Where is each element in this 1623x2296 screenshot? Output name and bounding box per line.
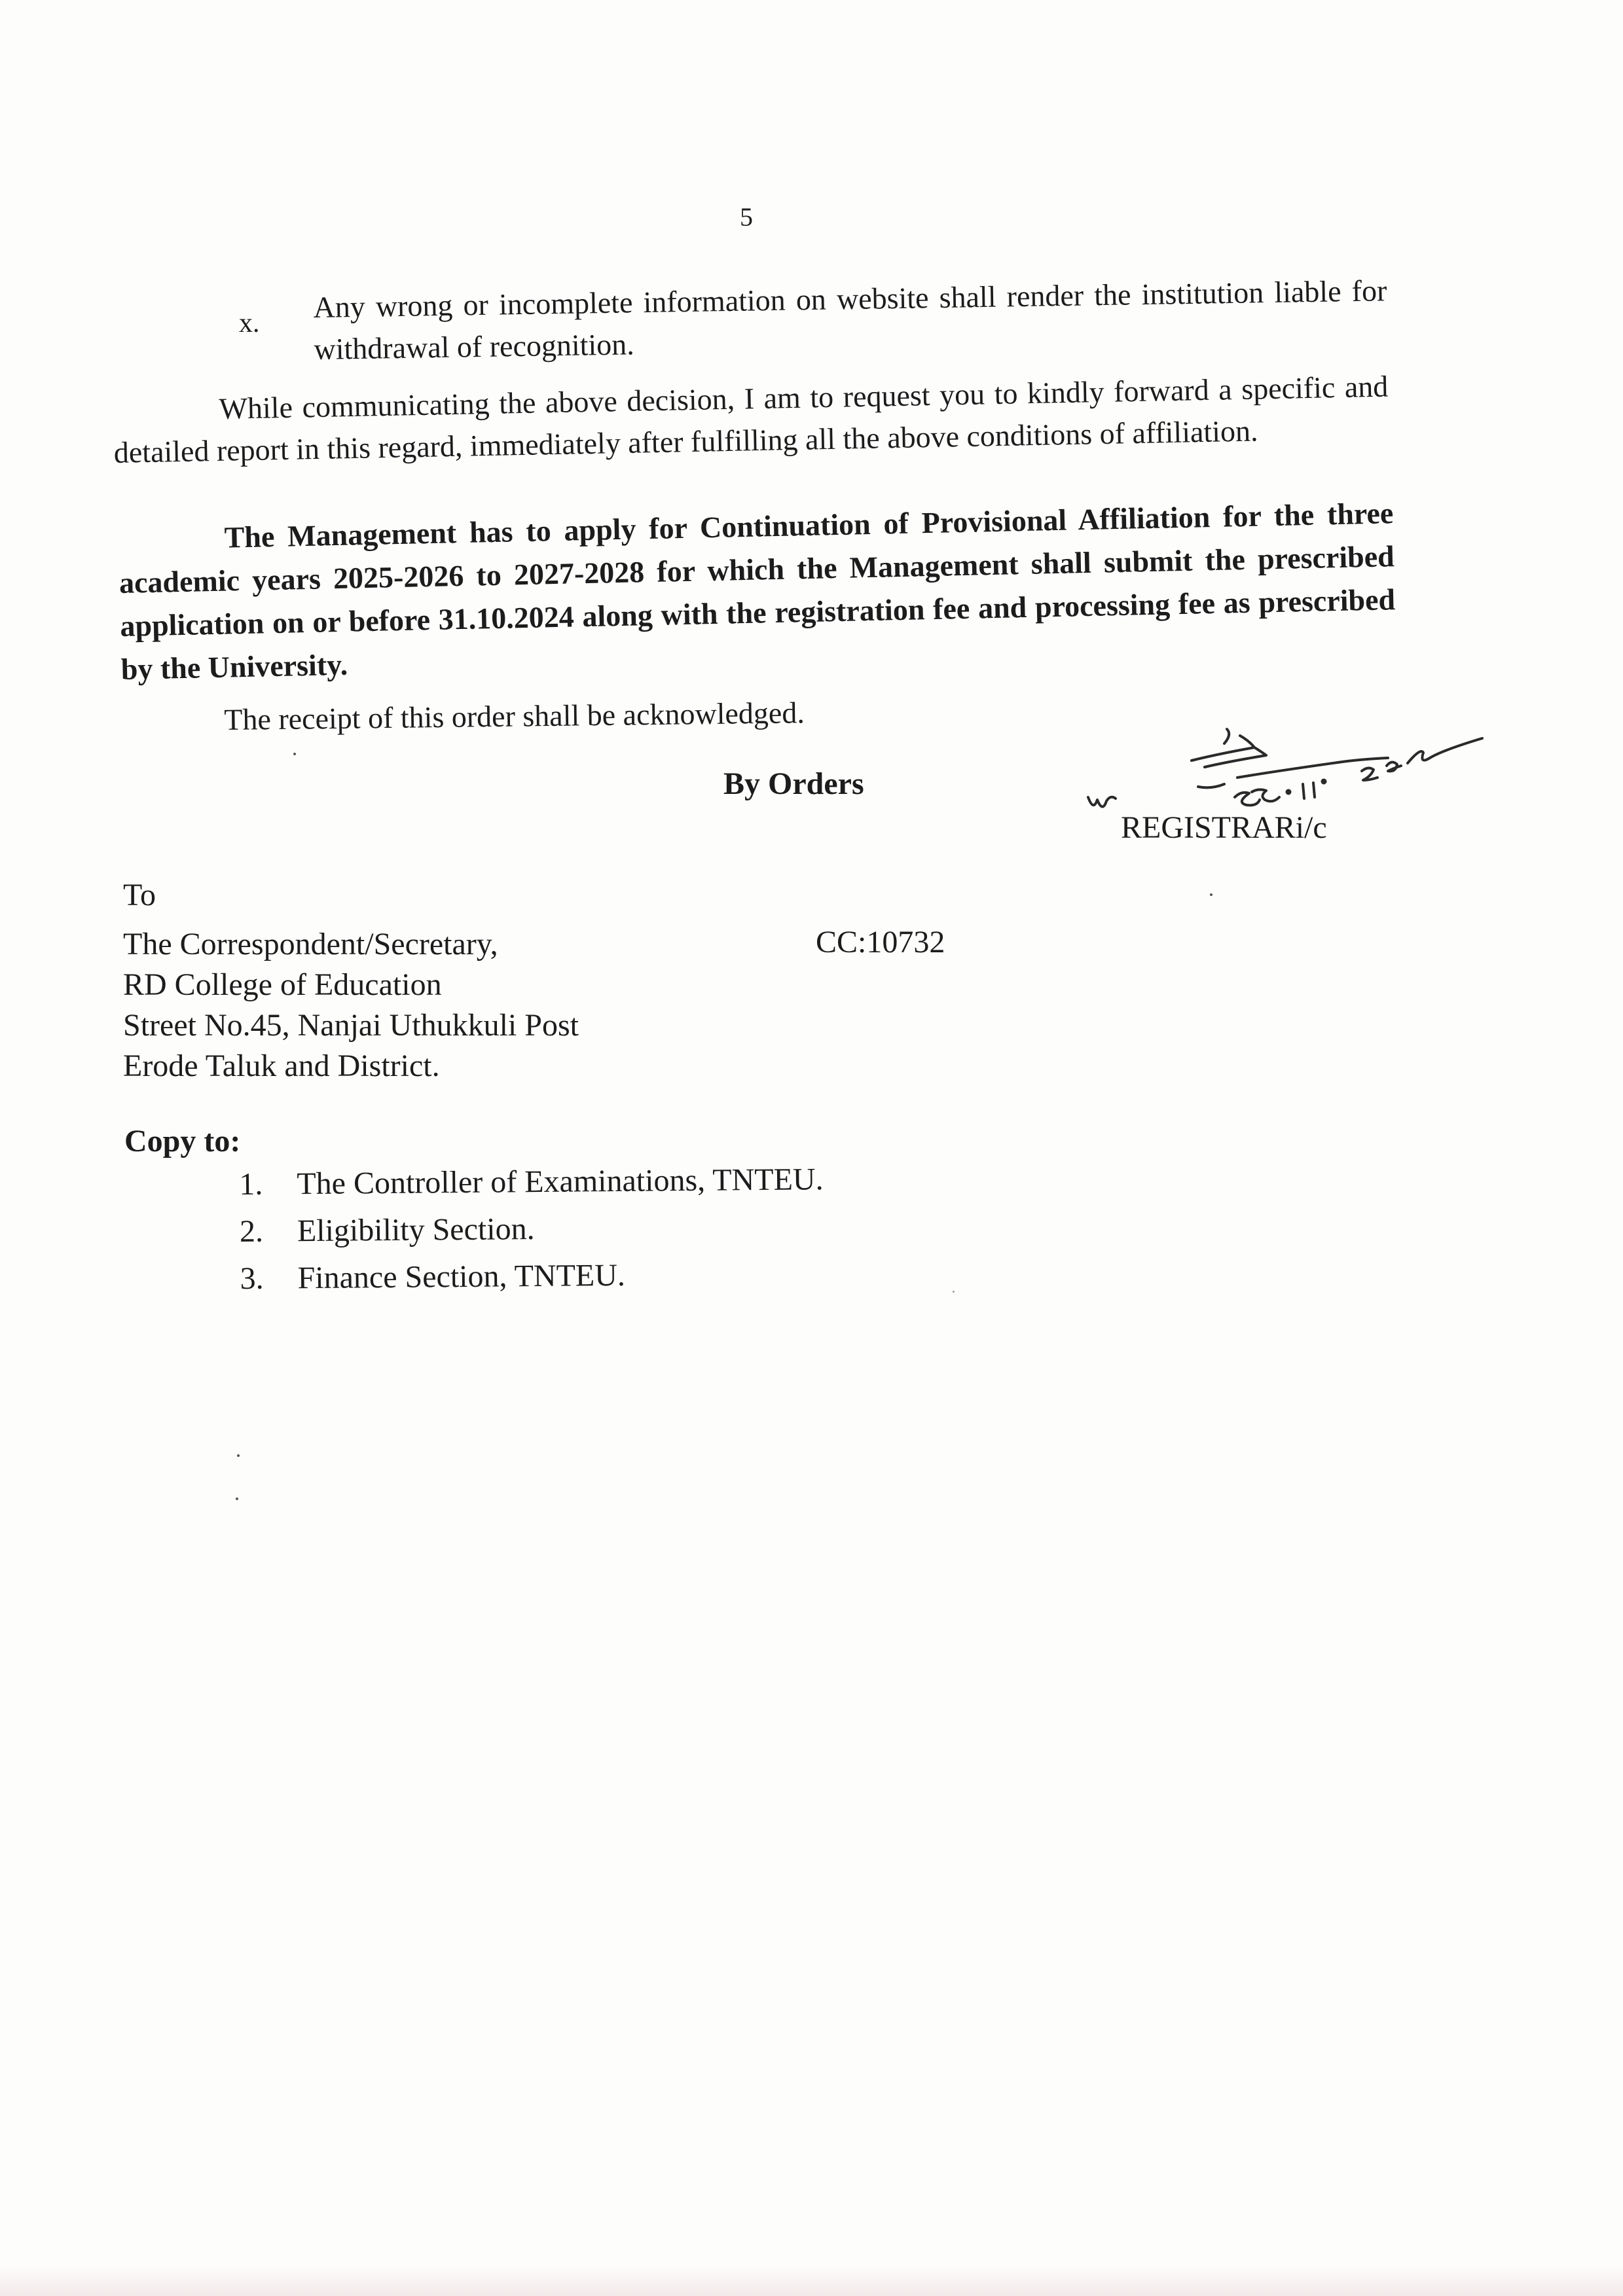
- page-number: 5: [740, 202, 753, 232]
- scan-speck: [293, 753, 296, 755]
- scan-speck: [1210, 893, 1213, 896]
- address-line: Street No.45, Nanjai Uthukkuli Post: [123, 1008, 579, 1043]
- copy-to-heading: Copy to:: [124, 1124, 241, 1158]
- by-orders-label: By Orders: [723, 766, 864, 801]
- to-label: To: [123, 878, 156, 912]
- scan-speck: [236, 1498, 238, 1500]
- list-item-text: Any wrong or incomplete information on website shall render the institution liable for withdrawal of recognition.: [313, 274, 1387, 366]
- address-line: Erode Taluk and District.: [123, 1049, 440, 1083]
- continuation-paragraph: The Management has to apply for Continuation of Provisional Affiliation for the three academic years 2025-2026 to 2027-2028 for which the Management shall submit the prescribed application on or before 31.10.2024 along with the registration fee and processing fee as prescribed by the University.: [119, 496, 1396, 686]
- acknowledge-paragraph: The receipt of this order shall be acknowledged.: [224, 696, 805, 737]
- scan-speck: [953, 1291, 955, 1293]
- address-line: RD College of Education: [123, 967, 442, 1002]
- list-item-number: 2.: [239, 1213, 264, 1249]
- address-line: The Correspondent/Secretary,: [123, 927, 498, 961]
- list-item: [240, 1203, 824, 1255]
- list-item-number: 1.: [239, 1166, 263, 1202]
- copy-to-list: [239, 1156, 824, 1302]
- registrar-designation: REGISTRARi/c: [1121, 810, 1327, 845]
- list-item-text: The Controller of Examinations, TNTEU.: [297, 1162, 824, 1202]
- list-item: [239, 1156, 824, 1208]
- recipient-address: [123, 924, 579, 1086]
- list-item-marker: x.: [239, 308, 260, 338]
- cc-code: CC:10732: [816, 925, 945, 960]
- list-item-number: 3.: [240, 1261, 264, 1296]
- scan-speck: [237, 1454, 240, 1457]
- scan-edge-noise: [0, 2265, 1623, 2296]
- list-item: [240, 1250, 824, 1302]
- request-paragraph: While communicating the above decision, I am to request you to kindly forward a specific and detailed report in this regard, immediately after fulfilling all the above conditions of affiliation.: [113, 369, 1389, 469]
- list-item-text: Finance Section, TNTEU.: [297, 1257, 626, 1296]
- list-item-text: Eligibility Section.: [297, 1211, 535, 1249]
